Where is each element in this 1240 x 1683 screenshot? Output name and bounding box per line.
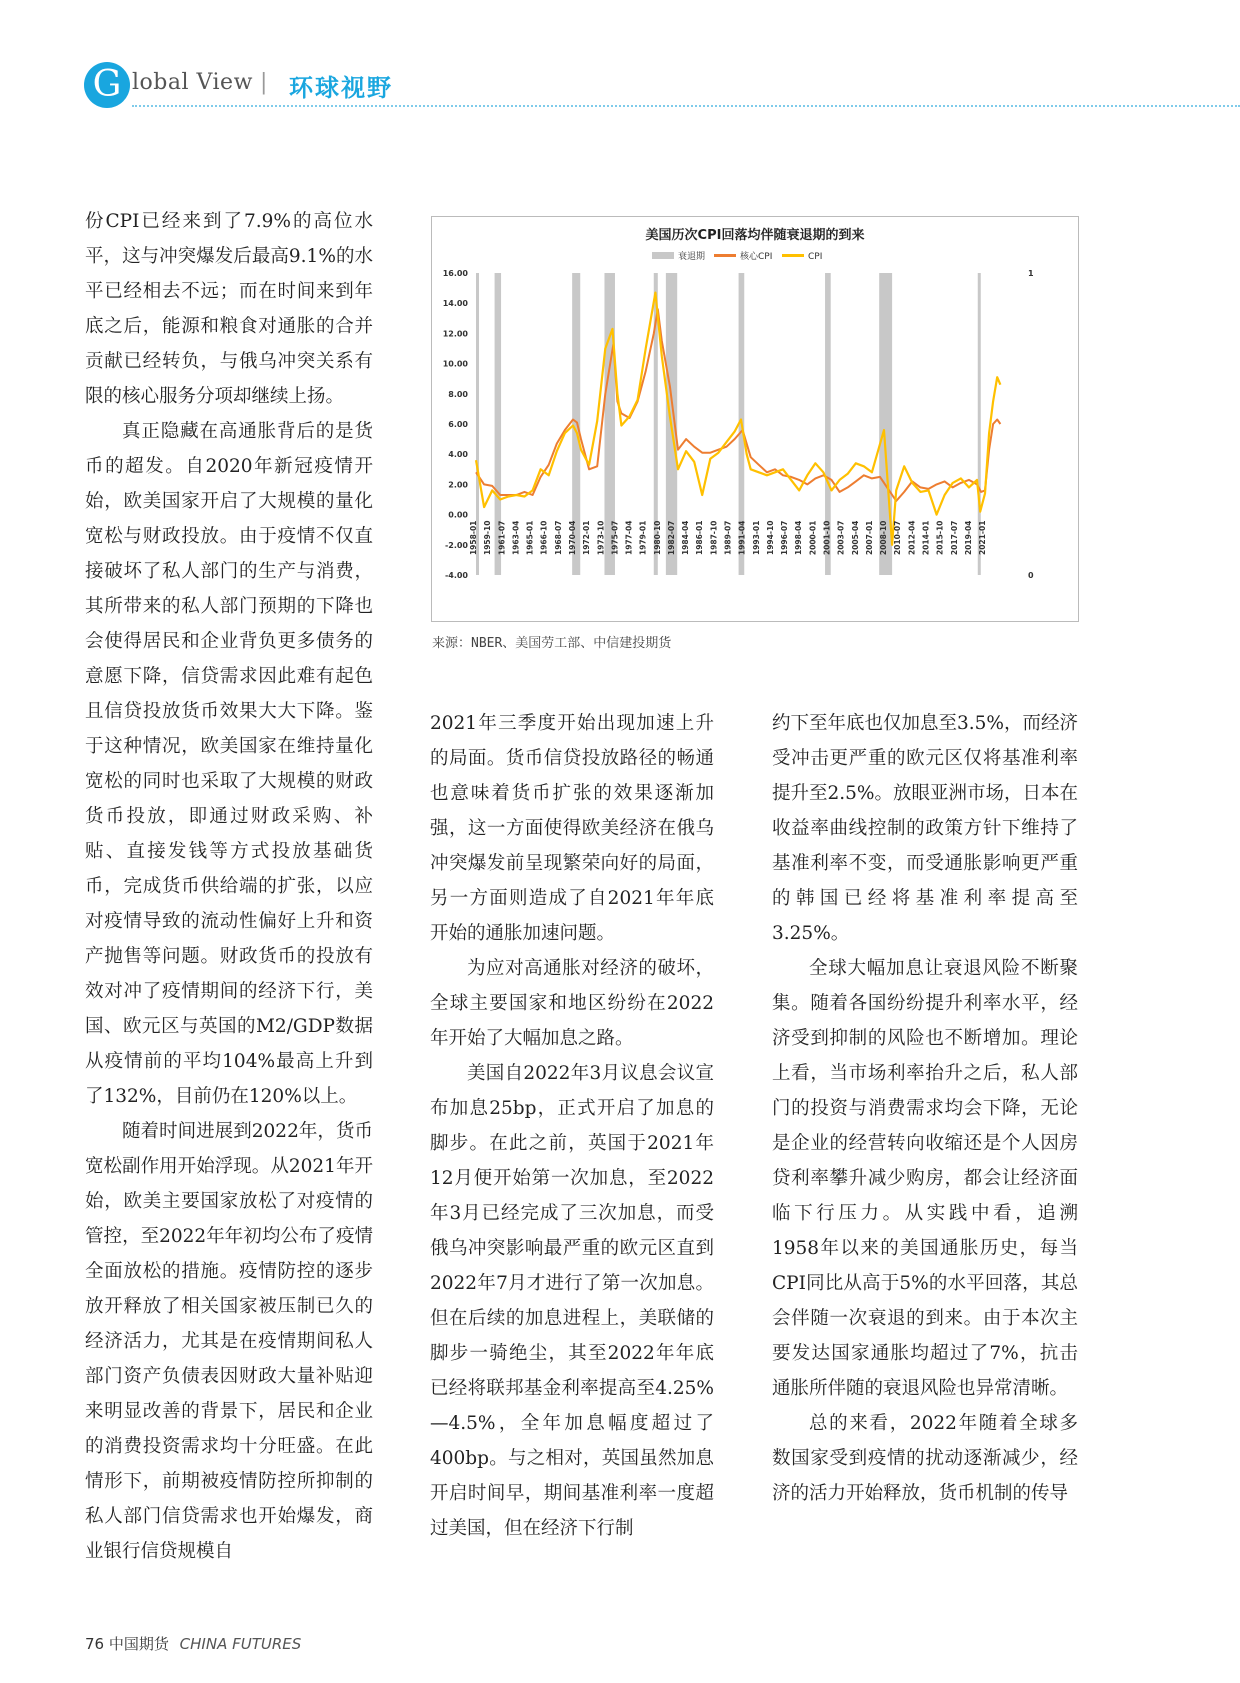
series-line-cpi	[476, 293, 1000, 545]
x-tick-label: 1966-10	[539, 520, 549, 556]
text-column-2	[430, 706, 714, 1546]
legend-label: 核心CPI	[740, 252, 773, 262]
paragraph: 美国自2022年3月议息会议宣布加息25bp，正式开启了加息的脚步。在此之前，英国于2021年12月便开始第一次加息，至2022年3月已经完成了三次加息，而受俄乌冲突影响最严重的欧元区直到2022年7月才进行了第一次加息。但在后续的加息进程上，美联储的脚步一骑绝尘，其至2022年年底已经将联邦基金利率提高至4.25%—4.5%，全年加息幅度超过了400bp。与之相对，英国虽然加息开启时间早，期间基准利率一度超过美国，但在经济下行制	[430, 1063, 714, 1539]
section-title-en: lobal View	[132, 70, 253, 95]
magazine-name-en: CHINA FUTURES	[179, 1635, 302, 1653]
x-tick-label: 1970-04	[568, 520, 577, 556]
text-column-3	[772, 706, 1078, 1511]
header-divider	[132, 105, 1240, 107]
y2-tick-label: 1	[1028, 269, 1034, 278]
x-tick-label: 1982-07	[667, 520, 676, 556]
legend-label: 衰退期	[678, 252, 706, 262]
y-tick-label: 8.00	[448, 389, 468, 399]
y-tick-label: 10.00	[442, 359, 468, 369]
y-tick-label: 16.00	[442, 269, 468, 278]
magazine-name-cn: 中国期货	[108, 1635, 169, 1653]
paragraph: 总的来看，2022年随着全球多数国家受到疫情的扰动逐渐减少，经济的活力开始释放，货币机制的传导	[772, 1413, 1078, 1504]
paragraph: 约下至年底也仅加息至3.5%，而经济受冲击更严重的欧元区仅将基准利率提升至2.5%。放眼亚洲市场，日本在收益率曲线控制的政策方针下维持了基准利率不变，而受通胀影响更严重的韩国已经将基准利率提高至3.25%。	[772, 713, 1079, 944]
x-tick-label: 1991-04	[737, 520, 747, 556]
x-tick-label: 1989-07	[723, 520, 733, 556]
x-tick-label: 1959-10	[483, 520, 493, 555]
x-tick-label: 1984-04	[681, 520, 691, 556]
y-tick-label: 4.00	[448, 450, 468, 460]
x-tick-label: 1972-01	[582, 520, 592, 556]
x-tick-label: 2015-10	[935, 520, 945, 556]
x-tick-label: 1994-10	[765, 520, 775, 556]
page-number: 76	[85, 1635, 105, 1653]
legend-swatch	[652, 252, 674, 259]
magazine-logo: G	[84, 62, 130, 108]
x-tick-label: 1980-10	[652, 520, 662, 556]
paragraph: 份CPI已经来到了7.9%的高位水平，这与冲突爆发后最高9.1%的水平已经相去不远；而在时间来到年底之后，能源和粮食对通胀的合并贡献已经转负，与俄乌冲突关系有限的核心服务分项却继续上扬。	[85, 211, 373, 407]
x-tick-label: 2000-01	[808, 520, 818, 556]
x-tick-label: 2021-01	[978, 520, 987, 556]
x-tick-label: 1963-04	[511, 520, 521, 556]
x-tick-label: 1968-07	[553, 520, 563, 555]
x-tick-label: 2008-10	[879, 520, 889, 556]
header-separator: |	[260, 70, 268, 95]
paragraph: 全球大幅加息让衰退风险不断聚集。随着各国纷纷提升利率水平，经济受到抑制的风险也不断增加。理论上看，当市场利率抬升之后，私人部门的投资与消费需求均会下降，无论是企业的经营转向收缩还是个人因房贷利率攀升减少购房，都会让经济面临下行压力。从实践中看，追溯1958年以来的美国通胀历史，每当CPI同比从高于5%的水平回落，其总会伴随一次衰退的到来。由于本次主要发达国家通胀均超过了7%，抗击通胀所伴随的衰退风险也异常清晰。	[772, 958, 1078, 1399]
x-tick-label: 1979-01	[638, 520, 648, 556]
x-tick-label: 1993-01	[751, 520, 761, 556]
x-tick-label: 1973-10	[596, 520, 606, 556]
x-tick-label: 2003-07	[836, 520, 846, 556]
x-tick-label: 2005-04	[850, 520, 860, 556]
y-tick-label: 14.00	[442, 299, 468, 309]
x-tick-label: 2012-04	[907, 520, 917, 556]
paragraph: 随着时间进展到2022年，货币宽松副作用开始浮现。从2021年开始，欧美主要国家放松了对疫情的管控，至2022年年初均公布了疫情全面放松的措施。疫情防控的逐步放开释放了相关国家被压制已久的经济活力，尤其是在疫情期间私人部门资产负债表因财政大量补贴迎来明显改善的背景下，居民和企业的消费投资需求均十分旺盛。在此情形下，前期被疫情防控所抑制的私人部门信贷需求也开始爆发，商业银行信贷规模自	[85, 1121, 373, 1562]
legend-label: CPI	[808, 252, 823, 262]
series-line-core-cpi	[476, 309, 1000, 501]
y-tick-label: 0.00	[448, 510, 468, 520]
y-tick-label: -2.00	[444, 540, 468, 550]
paragraph: 真正隐藏在高通胀背后的是货币的超发。自2020年新冠疫情开始，欧美国家开启了大规模的量化宽松与财政投放。由于疫情不仅直接破坏了私人部门的生产与消费，其所带来的私人部门预期的下降也会使得居民和企业背负更多债务的意愿下降，信贷需求因此难有起色且信贷投放货币效果大大下降。鉴于这种情况，欧美国家在维持量化宽松的同时也采取了大规模的财政货币投放，即通过财政采购、补贴、直接发钱等方式投放基础货币，完成货币供给端的扩张，以应对疫情导致的流动性偏好上升和资产抛售等问题。财政货币的投放有效对冲了疫情期间的经济下行，美国、欧元区与英国的M2/GDP数据从疫情前的平均104%最高上升到了132%，目前仍在120%以上。	[85, 421, 373, 1107]
y2-tick-label: 0	[1028, 571, 1034, 580]
x-tick-label: 2001-10	[822, 520, 832, 556]
x-tick-label: 1977-04	[624, 520, 634, 555]
x-tick-label: 1958-01	[469, 520, 478, 556]
paragraph: 为应对高通胀对经济的破坏，全球主要国家和地区纷纷在2022年开始了大幅加息之路。	[430, 958, 714, 1049]
cpi-chart	[431, 216, 1079, 622]
page-header	[84, 58, 1240, 108]
text-column-1	[85, 204, 373, 1569]
paragraph: 2021年三季度开始出现加速上升的局面。货币信贷投放路径的畅通也意味着货币扩张的效果逐渐加强，这一方面使得欧美经济在俄乌冲突爆发前呈现繁荣向好的局面，另一方面则造成了自2021年年底开始的通胀加速问题。	[430, 713, 714, 944]
x-tick-label: 1975-07	[610, 520, 620, 556]
section-title-cn: 环球视野	[289, 74, 393, 102]
x-tick-label: 2014-01	[921, 520, 931, 556]
y-tick-label: 6.00	[448, 420, 468, 429]
x-tick-label: 1987-10	[709, 520, 719, 556]
x-tick-label: 2019-04	[963, 520, 973, 556]
page-footer	[85, 1633, 301, 1654]
x-tick-label: 1961-07	[497, 520, 507, 556]
chart-title: 美国历次CPI回落均伴随衰退期的到来	[645, 228, 865, 243]
y-tick-label: 2.00	[448, 480, 468, 490]
x-tick-label: 1996-07	[780, 520, 790, 556]
chart-source: 来源：NBER、美国劳工部、中信建投期货	[432, 636, 672, 651]
y-tick-label: 12.00	[442, 329, 468, 339]
chart-canvas	[432, 217, 1078, 621]
x-tick-label: 1965-01	[525, 520, 535, 556]
x-tick-label: 1986-01	[695, 520, 705, 556]
x-tick-label: 1998-04	[794, 520, 804, 556]
x-tick-label: 2007-01	[864, 520, 874, 556]
y-tick-label: -4.00	[444, 571, 468, 580]
x-tick-label: 2010-07	[893, 520, 903, 556]
x-tick-label: 2017-07	[949, 520, 959, 556]
